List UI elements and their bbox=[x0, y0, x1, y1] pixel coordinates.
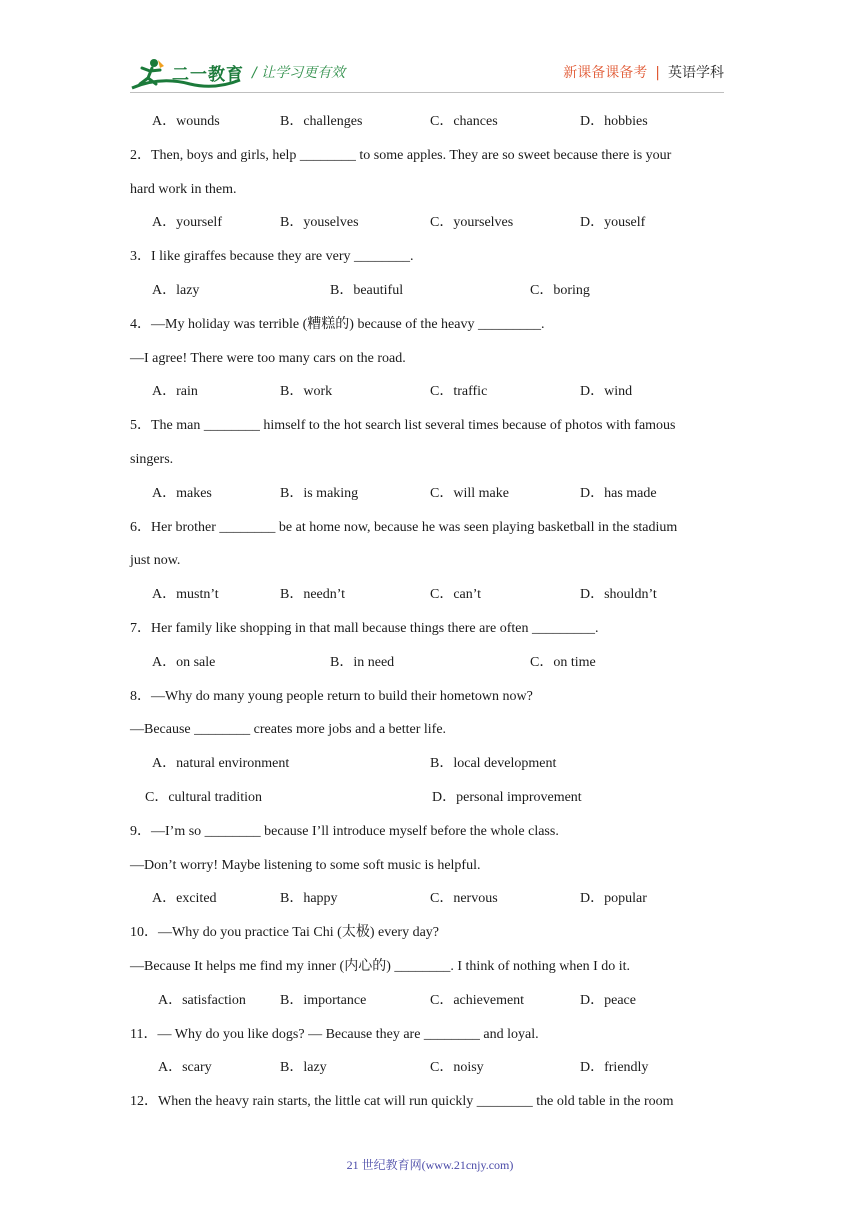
header-course: 新课备课备考 bbox=[563, 65, 648, 81]
header-divider bbox=[130, 92, 724, 93]
answer-option: B．in need bbox=[330, 655, 395, 670]
question-text: —I agree! There were too many cars on the road. bbox=[130, 351, 406, 366]
answer-option: B．challenges bbox=[280, 114, 363, 129]
answer-option: D．has made bbox=[580, 486, 657, 501]
answer-option: B．beautiful bbox=[330, 283, 404, 298]
answer-option: D．peace bbox=[580, 993, 636, 1008]
question-text: 2．Then, boys and girls, help ________ to some apples. They are so sweet because there is your bbox=[130, 148, 672, 163]
answer-option: D．shouldn’t bbox=[580, 587, 657, 602]
answer-option: A．scary bbox=[158, 1060, 212, 1075]
answer-option: C．nervous bbox=[430, 891, 498, 906]
answer-option: A．rain bbox=[152, 384, 198, 399]
logo-text: 二一教育 bbox=[172, 65, 244, 85]
answer-option: A．on sale bbox=[152, 655, 216, 670]
question-text: 8．—Why do many young people return to build their hometown now? bbox=[130, 689, 533, 704]
answer-option: B．importance bbox=[280, 993, 367, 1008]
question-text: 10．—Why do you practice Tai Chi (太极) every day? bbox=[130, 925, 440, 940]
question-text: 9．—I’m so ________ because I’ll introduce myself before the whole class. bbox=[130, 824, 559, 839]
answer-option: A．wounds bbox=[152, 114, 220, 129]
answer-option: A．excited bbox=[152, 891, 217, 906]
header-slogan: / 让学习更有效 bbox=[252, 65, 346, 81]
header-subject bbox=[563, 62, 724, 82]
question-text: —Because ________ creates more jobs and a better life. bbox=[130, 722, 447, 737]
question-text: —Don’t worry! Maybe listening to some soft music is helpful. bbox=[130, 858, 481, 873]
question-text: 3．I like giraffes because they are very ________. bbox=[130, 249, 414, 264]
question-text: —Because It helps me find my inner (内心的) ________. I think of nothing when I do it. bbox=[130, 959, 631, 974]
question-text: 7．Her family like shopping in that mall because things there are often _________. bbox=[130, 621, 599, 636]
answer-option: C．on time bbox=[530, 655, 596, 670]
answer-option: D．popular bbox=[580, 891, 647, 906]
header-separator: | bbox=[655, 65, 660, 81]
answer-option: D．friendly bbox=[580, 1060, 649, 1075]
answer-option: A．satisfaction bbox=[158, 993, 246, 1008]
answer-option: A．lazy bbox=[152, 283, 200, 298]
answer-option: D．personal improvement bbox=[432, 790, 582, 805]
answer-option: C．yourselves bbox=[430, 215, 514, 230]
answer-option: D．youself bbox=[580, 215, 646, 230]
answer-option: C．traffic bbox=[430, 384, 488, 399]
answer-option: C．noisy bbox=[430, 1060, 484, 1075]
answer-option: D．wind bbox=[580, 384, 633, 399]
answer-option: B．local development bbox=[430, 756, 557, 771]
answer-option: A．yourself bbox=[152, 215, 222, 230]
answer-option: B．lazy bbox=[280, 1060, 327, 1075]
question-text: 6．Her brother ________ be at home now, because he was seen playing basketball in the stadium bbox=[130, 520, 678, 535]
answer-option: B．is making bbox=[280, 486, 359, 501]
page-footer: 21 世纪教育网(www.21cnjy.com) bbox=[346, 1158, 514, 1172]
answer-option: C．can’t bbox=[430, 587, 482, 602]
answer-option: B．happy bbox=[280, 891, 338, 906]
question-text: hard work in them. bbox=[130, 182, 237, 197]
answer-option: D．hobbies bbox=[580, 114, 648, 129]
answer-option: C．achievement bbox=[430, 993, 525, 1008]
question-text: 5．The man ________ himself to the hot search list several times because of photos with famous bbox=[130, 418, 676, 433]
answer-option: B．work bbox=[280, 384, 333, 399]
answer-option: A．natural environment bbox=[152, 756, 290, 771]
answer-option: C．chances bbox=[430, 114, 498, 129]
question-text: 12．When the heavy rain starts, the little cat will run quickly ________ the old table in the room bbox=[130, 1094, 674, 1109]
question-text: singers. bbox=[130, 452, 174, 467]
answer-option: A．makes bbox=[152, 486, 212, 501]
page-header bbox=[130, 52, 724, 92]
question-text: just now. bbox=[130, 553, 181, 568]
answer-option: C．boring bbox=[530, 283, 590, 298]
answer-option: C．will make bbox=[430, 486, 509, 501]
question-text: 11．— Why do you like dogs? — Because they are ________ and loyal. bbox=[130, 1027, 539, 1042]
header-subject-name: 英语学科 bbox=[668, 65, 724, 81]
answer-option: C．cultural tradition bbox=[145, 790, 263, 805]
answer-option: B．youselves bbox=[280, 215, 359, 230]
answer-option: A．mustn’t bbox=[152, 587, 219, 602]
answer-option: B．needn’t bbox=[280, 587, 346, 602]
question-text: 4．—My holiday was terrible (糟糕的) because of the heavy _________. bbox=[130, 317, 545, 332]
